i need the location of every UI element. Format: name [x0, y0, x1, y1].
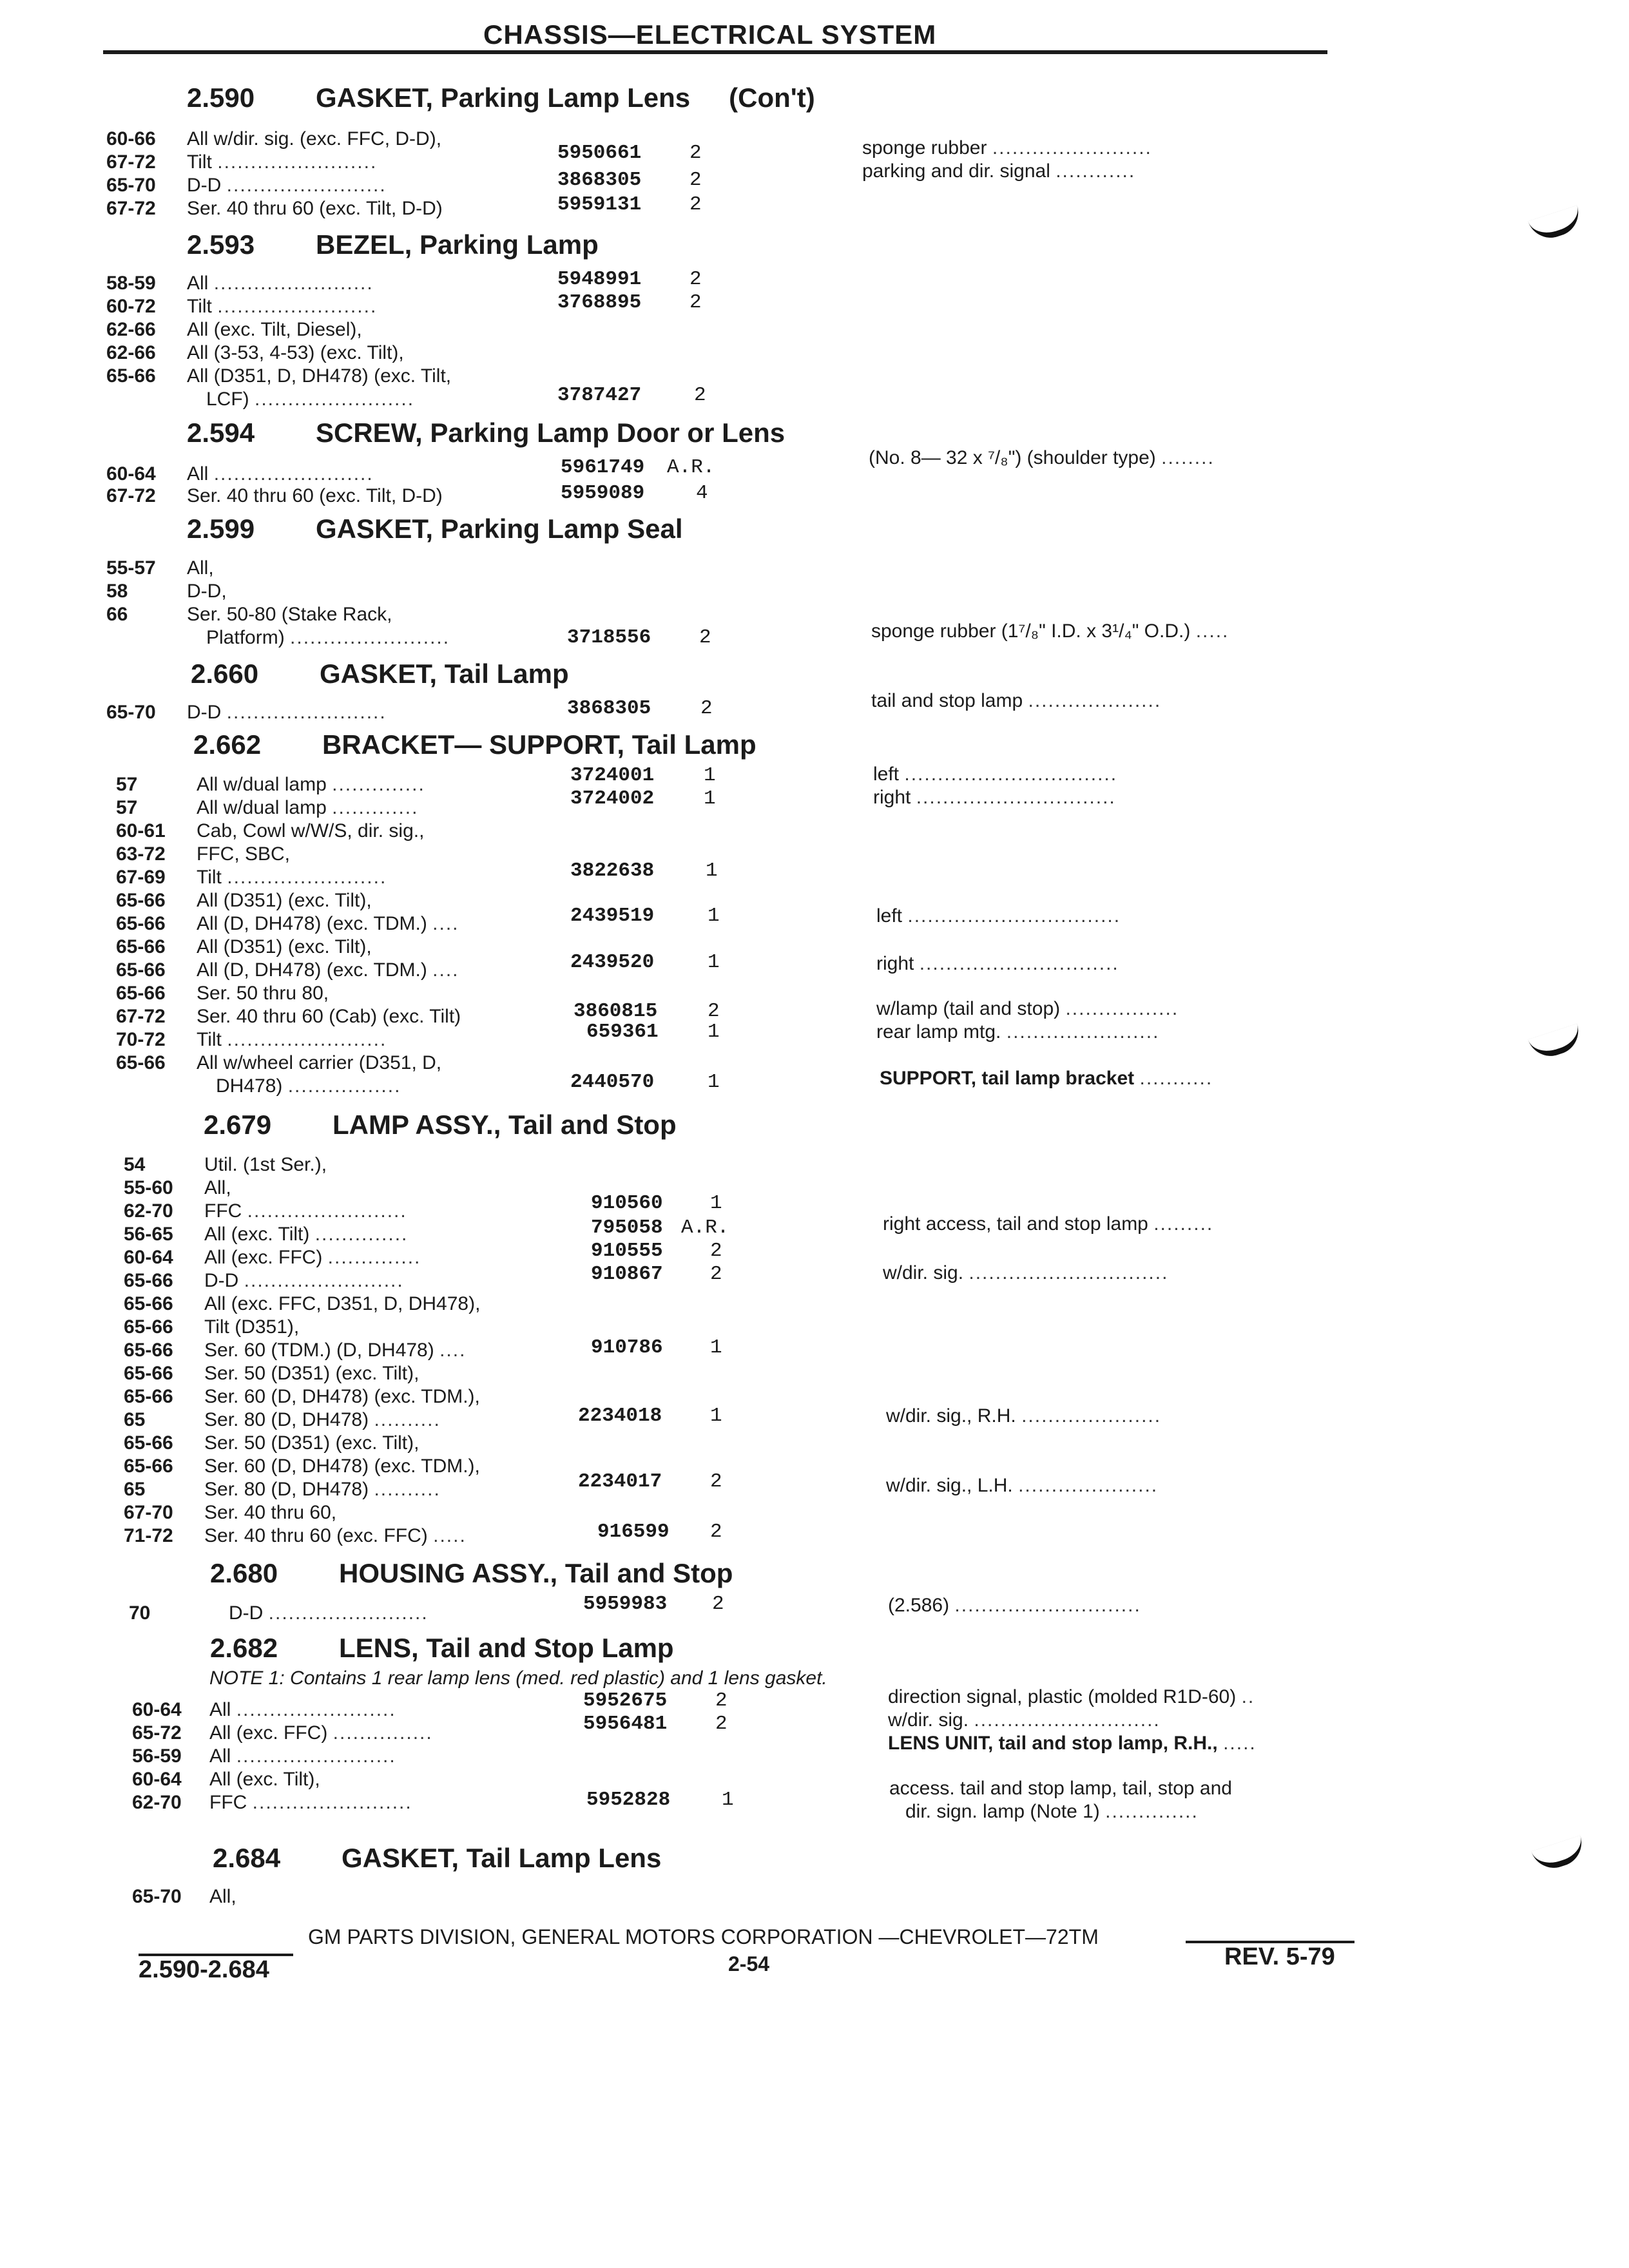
- section-heading-2593: 2.593 BEZEL, Parking Lamp: [187, 229, 599, 260]
- row-note: access. tail and stop lamp, tail, stop and: [889, 1778, 1232, 1799]
- row-note: left ................................: [873, 764, 1118, 785]
- row-note: SUPPORT, tail lamp bracket ...........: [880, 1068, 1213, 1089]
- row-note: dir. sign. lamp (Note 1) ..............: [905, 1801, 1199, 1822]
- note-1: NOTE 1: Contains 1 rear lamp lens (med. red plastic) and 1 lens gasket.: [209, 1667, 827, 1689]
- section-heading-2684: 2.684 GASKET, Tail Lamp Lens: [213, 1843, 662, 1873]
- section-heading-2679: 2.679 LAMP ASSY., Tail and Stop: [204, 1110, 677, 1140]
- row-note: (No. 8— 32 x ⁷/₈") (shoulder type) ........: [869, 447, 1215, 468]
- catalog-page: CHASSIS—ELECTRICAL SYSTEM 2.590 GASKET, Parking Lamp Lens (Con't) 60-66 All w/dir. sig. (exc. FFC, D-D), 67-72 Tilt ........................ 5950661 2 65-70 D-D ........................ 3868305 2 67-72 Ser. 40 thru 60 (exc. Tilt, D-D) 5959131 2 sponge rubber ........................ parking and dir. signal ............ 2.593 BEZEL, Parking Lamp 58-59 All ........................ 5948991 2 60-72 Tilt ........................ 3768895 2 62-66 All (exc. Tilt, Diesel), 62-66 All (3-53, 4-53) (exc. Tilt), 65-66 All (D351, D, DH478) (exc. Tilt, LCF) ........................ 3787427 2 2.594 SCREW, Parking Lamp Door or Lens 60-64 All ........................ 5961749 A.R. 67-72 Ser. 40 thru 60 (exc. Tilt, D-D) 5959089 4 (No. 8— 32 x ⁷/₈") (shoulder type) ........ 2.599 GASKET, Parking Lamp Seal 55-57 All, 58 D-D, 66 Ser. 50-80 (Stake Rack, Platform) ........................ 3718556 2 sponge rubber (1⁷/₈" I.D. x 3¹/₄" O.D.) ..... 2.660 GASKET, Tail Lamp 65-70 D-D ........................ 3868305 2 tail and stop lamp .................... 2.662 BRACKET— SUPPORT, Tail Lamp 57 All w/dual lamp .............. 3724001 1 57 All w/dual lamp ............. 3724002 1 60-61 Cab, Cowl w/W/S, dir. sig., 63-72 FFC, SBC, 67-69 Tilt ........................ 3822638 1 65-66 All (D351) (exc. Tilt), 65-66 All (D, DH478) (exc. TDM.) .... 2439519 1 65-66 All (D351) (exc. Tilt), 65-66 All (D, DH478) (exc. TDM.) .... 2439520 1 65-66 Ser. 50 thru 80, 67-72 Ser. 40 thru 60 (Cab) (exc. Tilt) 3860815 2 70-72 Tilt ........................ 659361 1 65-66 All w/wheel carrier (D351, D, DH478) ................. 2440570 1 left ................................ right .............................. left ................................ right .............................. w/lamp (tail and stop) ................. rear lamp mtg. ....................... SUPPORT, tail lamp bracket ........... 2.679 LAMP ASSY., Tail and Stop 54 Util. (1st Ser.), 55-60 All, 62-70 FFC ........................ 910560 1 56-65 All (exc. Tilt) .............. 795058 A.R. 60-64 All (exc. FFC) .............. 910555 2 65-66 D-D ........................ 910867 2 65-66 All (exc. FFC, D351, D, DH478), 65-66 Tilt (D351), 65-66 Ser. 60 (TDM.) (D, DH478) .... 910786 1 65-66 Ser. 50 (D351) (exc. Tilt), 65-66 Ser. 60 (D, DH478) (exc. TDM.), 65 Ser. 80 (D, DH478) .......... 2234018 1 65-66 Ser. 50 (D351) (exc. Tilt), 65-66 Ser. 60 (D, DH478) (exc. TDM.), 65 Ser. 80 (D, DH478) .......... 2234017 2 67-70 Ser. 40 thru 60, 71-72 Ser. 40 thru 60 (exc. FFC) ..... 916599 2 right access, tail and stop lamp ......... w/dir. sig. .............................. w/dir. sig., R.H. ..................... w/dir. sig., L.H. ..................... 2.680 HOUSING ASSY., Tail and Stop 70 D-D ........................ 5959983 2 (2.586) ............................ 2.682 LENS, Tail and Stop Lamp NOTE 1: Contains 1 rear lamp lens (med. red plastic) and 1 lens gasket. 60-64 All ........................ 5952675 2 65-72 All (exc. FFC) ............... 5956481 2 56-59 All ........................ 60-64 All (exc. Tilt), 62-70 FFC ........................ 5952828 1 direction signal, plastic (molded R1D-60) .. w/dir. sig. ............................ LENS UNIT, tail and stop lamp, R.H., ..... access. tail and stop lamp, tail, stop and dir. sign. lamp (Note 1) .............. 2.684 GASKET, Tail Lamp Lens 65-70 All, GM PARTS DIVISION, GENERAL MOTORS CORPORATION —CHEVROLET—72TM 2.590-2.684 2-54 REV. 5-79: [0, 0, 1629, 2268]
- section-number: 2.590: [187, 82, 255, 113]
- section-heading-2594: 2.594 SCREW, Parking Lamp Door or Lens: [187, 418, 786, 448]
- row-note: parking and dir. signal ............: [862, 160, 1136, 182]
- row-note: right access, tail and stop lamp .........: [883, 1213, 1214, 1235]
- revision: REV. 5-79: [1224, 1943, 1335, 1970]
- row-note: w/lamp (tail and stop) .................: [876, 998, 1179, 1019]
- header-rule: [103, 50, 1327, 54]
- row-note: right ..............................: [876, 953, 1119, 974]
- binder-hole-mark: [1528, 1024, 1585, 1062]
- row-note: right ..............................: [873, 787, 1116, 808]
- page-title: CHASSIS—ELECTRICAL SYSTEM: [483, 19, 937, 50]
- row-note: w/dir. sig. ............................: [888, 1709, 1161, 1731]
- section-heading-2682: 2.682 LENS, Tail and Stop Lamp: [210, 1633, 674, 1663]
- row-note: LENS UNIT, tail and stop lamp, R.H., .....: [888, 1733, 1257, 1754]
- binder-hole-mark: [1528, 206, 1585, 244]
- continued-label: (Con't): [729, 82, 815, 113]
- row-note: sponge rubber (1⁷/₈" I.D. x 3¹/₄" O.D.) .....: [871, 620, 1229, 642]
- publisher-line: GM PARTS DIVISION, GENERAL MOTORS CORPORATION —CHEVROLET—72TM: [308, 1925, 1099, 1948]
- section-heading-2590: [187, 82, 815, 113]
- section-range: 2.590-2.684: [139, 1956, 269, 1983]
- section-heading-2599: 2.599 GASKET, Parking Lamp Seal: [187, 514, 683, 544]
- page-number: 2-54: [728, 1952, 770, 1975]
- row-note: w/dir. sig., R.H. .....................: [886, 1405, 1162, 1427]
- row-note: sponge rubber ........................: [862, 137, 1152, 159]
- row-note: (2.586) ............................: [888, 1595, 1141, 1616]
- row-note: tail and stop lamp ....................: [871, 690, 1162, 711]
- row-note: rear lamp mtg. .......................: [876, 1021, 1160, 1043]
- section-heading-2680: 2.680 HOUSING ASSY., Tail and Stop: [210, 1558, 733, 1588]
- row-note: w/dir. sig., L.H. .....................: [886, 1475, 1159, 1496]
- section-heading-2660: 2.660 GASKET, Tail Lamp: [191, 658, 569, 689]
- row-note: left ................................: [876, 905, 1121, 927]
- section-heading-2662: 2.662 BRACKET— SUPPORT, Tail Lamp: [193, 729, 757, 760]
- section-name: GASKET, Parking Lamp Lens: [316, 82, 691, 113]
- binder-hole-mark: [1531, 1836, 1588, 1874]
- row-note: direction signal, plastic (molded R1D-60) ..: [888, 1686, 1255, 1707]
- row-note: w/dir. sig. ..............................: [883, 1262, 1169, 1283]
